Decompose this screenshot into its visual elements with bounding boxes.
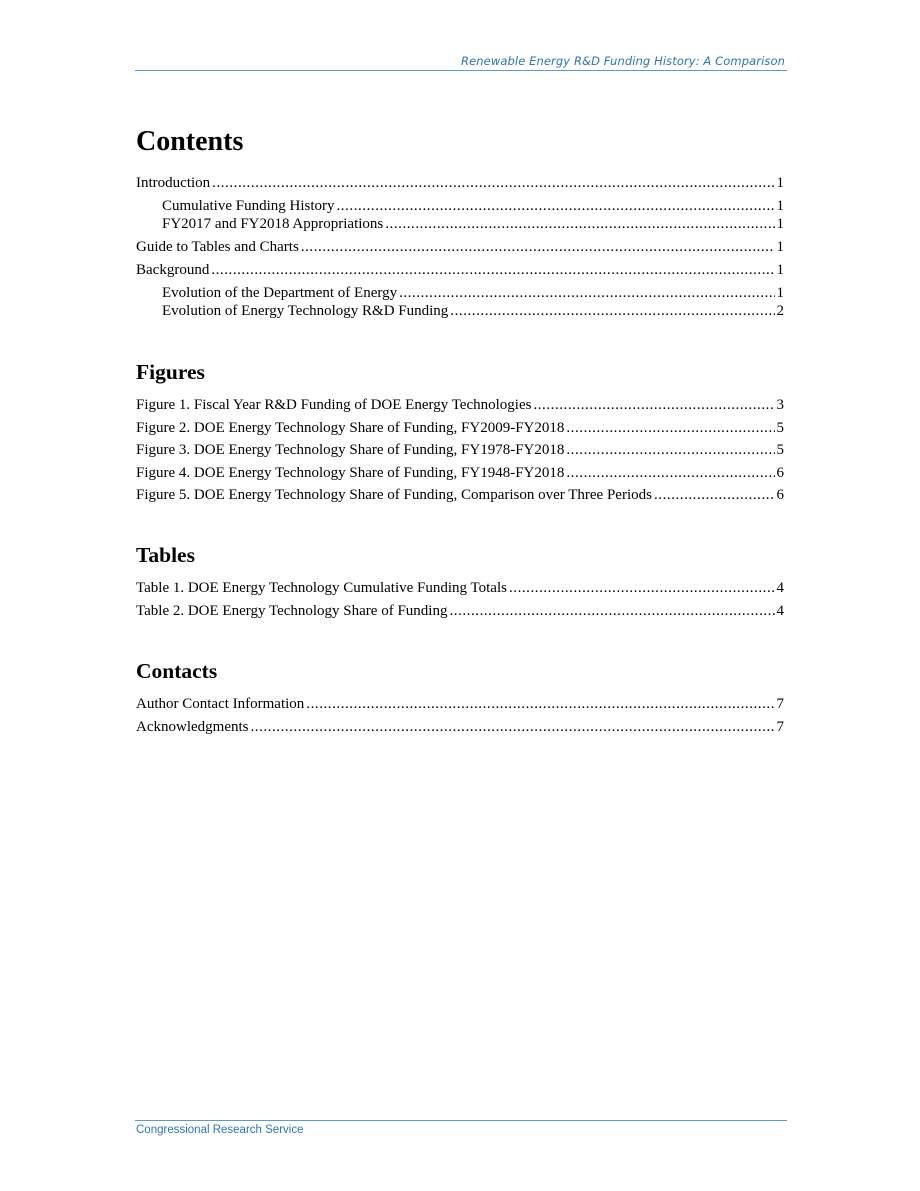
- toc-entry-cumulative-funding-history[interactable]: [136, 197, 784, 215]
- toc-entry-label: Guide to Tables and Charts: [136, 239, 299, 255]
- toc-entry-page: 1: [776, 262, 784, 278]
- toc-entry-guide-to-tables[interactable]: [136, 238, 784, 256]
- toc-entry-label: FY2017 and FY2018 Appropriations: [162, 216, 384, 232]
- toc-entry-label: Figure 3. DOE Energy Technology Share of Funding, FY1978-FY2018: [136, 442, 565, 458]
- toc-entry-label: Introduction: [136, 175, 211, 191]
- tables-heading: Tables: [136, 543, 195, 567]
- toc-entry-evolution-of-rd-funding[interactable]: [136, 302, 784, 320]
- toc-entry-label: Table 2. DOE Energy Technology Share of Funding: [136, 602, 448, 619]
- toc-entry-page: 1: [776, 239, 784, 255]
- toc-entry-label: Cumulative Funding History: [162, 198, 335, 214]
- toc-entry-figure-5[interactable]: [136, 486, 784, 504]
- leader-dots: [337, 197, 775, 215]
- leader-dots: [301, 238, 775, 256]
- contents-heading: Contents: [136, 126, 244, 157]
- toc-entry-page: 5: [776, 442, 784, 458]
- leader-dots: [509, 579, 775, 597]
- leader-dots: [533, 396, 774, 414]
- contacts-heading: Contacts: [136, 659, 218, 683]
- leader-dots: [566, 464, 774, 482]
- toc-entry-page: 4: [776, 580, 784, 596]
- toc-entry-page: 1: [776, 198, 784, 214]
- toc-entry-evolution-of-doe[interactable]: [136, 284, 784, 302]
- toc-entry-table-2[interactable]: [136, 602, 784, 620]
- toc-entry-page: 1: [776, 175, 784, 191]
- toc-entry-figure-2[interactable]: [136, 419, 784, 437]
- contents-list: [136, 174, 784, 320]
- leader-dots: [566, 441, 774, 459]
- leader-dots: [399, 284, 774, 302]
- toc-entry-page: 1: [776, 216, 784, 232]
- toc-entry-fy2017-fy2018-appropriations[interactable]: [136, 215, 784, 233]
- toc-entry-acknowledgments[interactable]: [136, 718, 784, 736]
- leader-dots: [385, 215, 774, 233]
- toc-entry-figure-1[interactable]: [136, 396, 784, 414]
- toc-entry-background[interactable]: [136, 261, 784, 279]
- toc-entry-page: 1: [776, 285, 784, 301]
- toc-entry-label: Figure 2. DOE Energy Technology Share of Funding, FY2009-FY2018: [136, 419, 565, 436]
- leader-dots: [450, 302, 774, 320]
- toc-entry-label: Figure 5. DOE Energy Technology Share of Funding, Comparison over Three Periods: [136, 487, 652, 503]
- toc-entry-page: 7: [776, 718, 784, 735]
- leader-dots: [449, 602, 774, 620]
- leader-dots: [566, 419, 774, 437]
- toc-entry-label: Evolution of Energy Technology R&D Funding: [162, 303, 449, 319]
- toc-entry-page: 7: [776, 696, 784, 712]
- page-footer: [135, 1120, 787, 1136]
- toc-entry-page: 3: [776, 397, 784, 413]
- toc-entry-page: 6: [776, 487, 784, 503]
- toc-entry-page: 2: [776, 303, 784, 319]
- toc-entry-table-1[interactable]: [136, 579, 784, 597]
- toc-entry-author-contact[interactable]: [136, 695, 784, 713]
- toc-entry-label: Acknowledgments: [136, 718, 249, 735]
- toc-entry-label: Author Contact Information: [136, 696, 305, 712]
- toc-entry-label: Table 1. DOE Energy Technology Cumulative Funding Totals: [136, 580, 507, 596]
- leader-dots: [212, 174, 774, 192]
- leader-dots: [654, 486, 775, 504]
- toc-entry-label: Evolution of the Department of Energy: [162, 285, 398, 301]
- toc-entry-introduction[interactable]: [136, 174, 784, 192]
- tables-list: [136, 579, 784, 620]
- leader-dots: [250, 718, 774, 736]
- toc-entry-figure-4[interactable]: [136, 464, 784, 482]
- figures-list: [136, 396, 784, 504]
- footer-organization: Congressional Research Service: [136, 1124, 304, 1136]
- figures-heading: Figures: [136, 360, 205, 384]
- page-header: [135, 54, 787, 71]
- toc-entry-figure-3[interactable]: [136, 441, 784, 459]
- contacts-list: [136, 695, 784, 736]
- running-title: Renewable Energy R&D Funding History: A Comparison: [461, 54, 785, 68]
- toc-entry-label: Figure 1. Fiscal Year R&D Funding of DOE Energy Technologies: [136, 397, 532, 413]
- leader-dots: [211, 261, 774, 279]
- leader-dots: [306, 695, 774, 713]
- toc-entry-page: 4: [776, 602, 784, 619]
- toc-entry-page: 6: [776, 464, 784, 481]
- toc-entry-label: Background: [136, 262, 210, 278]
- toc-entry-label: Figure 4. DOE Energy Technology Share of Funding, FY1948-FY2018: [136, 464, 565, 481]
- toc-entry-page: 5: [776, 419, 784, 436]
